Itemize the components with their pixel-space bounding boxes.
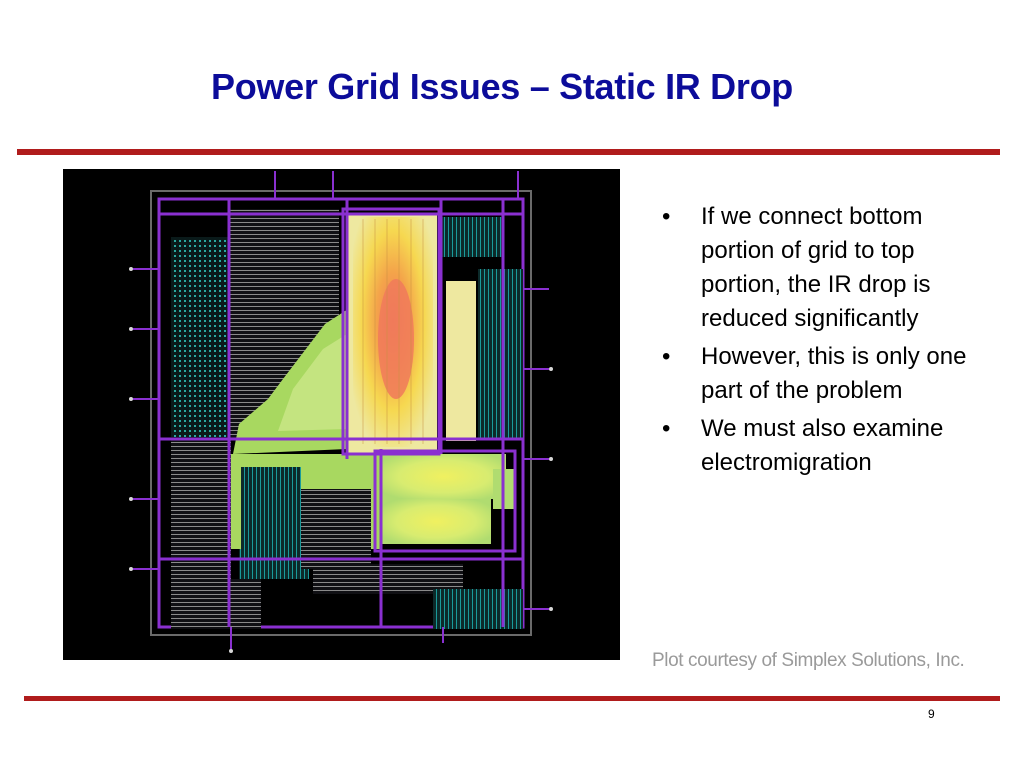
bullet-item [658,200,998,336]
page-number: 9 [928,707,935,721]
bullet-marker: • [662,343,671,370]
bullet-marker: • [662,203,671,230]
bullet-item [658,340,998,408]
ir-drop-plot-image [63,169,620,660]
bullet-item [658,412,998,480]
bottom-divider [24,696,1000,701]
bullet-text: However, this is only one part of the problem [701,343,967,404]
bullet-list [658,200,998,484]
bullet-text: We must also examine electromigration [701,415,944,476]
top-divider [17,149,1000,155]
bullet-marker: • [662,415,671,442]
bullet-text: If we connect bottom portion of grid to top portion, the IR drop is reduced significantly [701,203,931,332]
slide-title: Power Grid Issues – Static IR Drop [211,66,793,107]
ir-drop-plot [63,169,620,660]
image-credit: Plot courtesy of Simplex Solutions, Inc. [652,650,965,671]
